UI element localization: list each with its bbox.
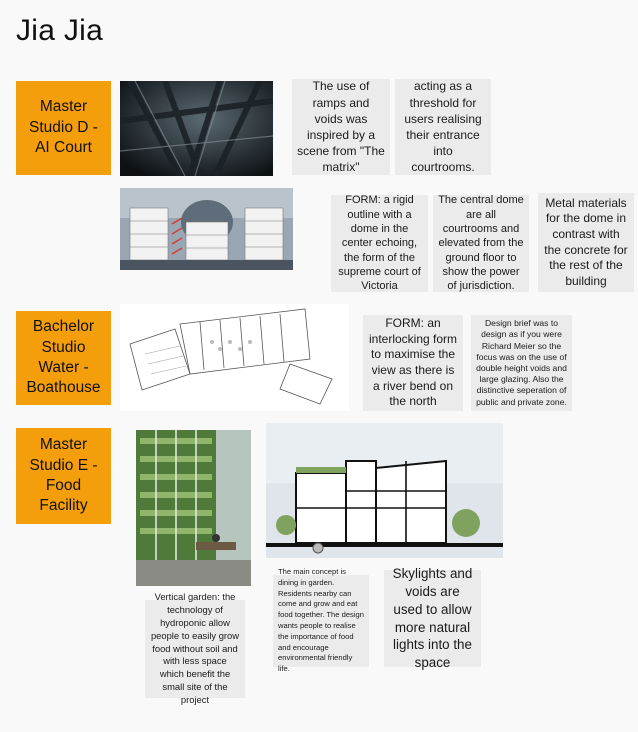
page-title: Jia Jia [16,14,104,47]
note-central-dome: The central dome are all courtrooms and elevated from the ground floor to show the power of jurisdiction. [433,195,529,292]
note-boathouse-form: FORM: an interlocking form to maximise the view as there is a river bend on the north [363,315,463,411]
note-design-brief: Design brief was to design as if you were Richard Meier so the focus was on the use of double height voids and large glazing. Also the distinctive seperation of public and private zone. [471,315,572,411]
boathouse-plan-drawing [120,304,349,411]
note-court-form: FORM: a rigid outline with a dome in the center echoing, the form of the supreme court of Victoria [331,195,428,292]
note-vertical-garden: Vertical garden: the technology of hydroponic allow people to easily grow food without soil and with less space which benefit the small site of the project [145,600,245,698]
court-section-drawing [120,188,293,270]
vertical-garden-render [136,430,251,586]
note-dining-concept: The main concept is dining in garden. Residents nearby can come and grow and eat food together. The design wants people to realise the importance of food and encourage environmental friendly life. [273,575,369,667]
note-metal-materials: Metal materials for the dome in contrast with the concrete for the rest of the building [538,193,634,292]
matrix-scene-image [120,81,273,176]
project-label-food-facility: Master Studio E - Food Facility [16,428,111,524]
project-label-boathouse: Bachelor Studio Water - Boathouse [16,311,111,405]
project-label-ai-court: Master Studio D - AI Court [16,81,111,175]
note-skylights: Skylights and voids are used to allow more natural lights into the space [384,570,481,667]
note-threshold: acting as a threshold for users realising their entrance into courtrooms. [395,79,491,175]
food-facility-section [266,423,503,558]
note-matrix-inspiration: The use of ramps and voids was inspired by a scene from "The matrix" [292,79,390,175]
